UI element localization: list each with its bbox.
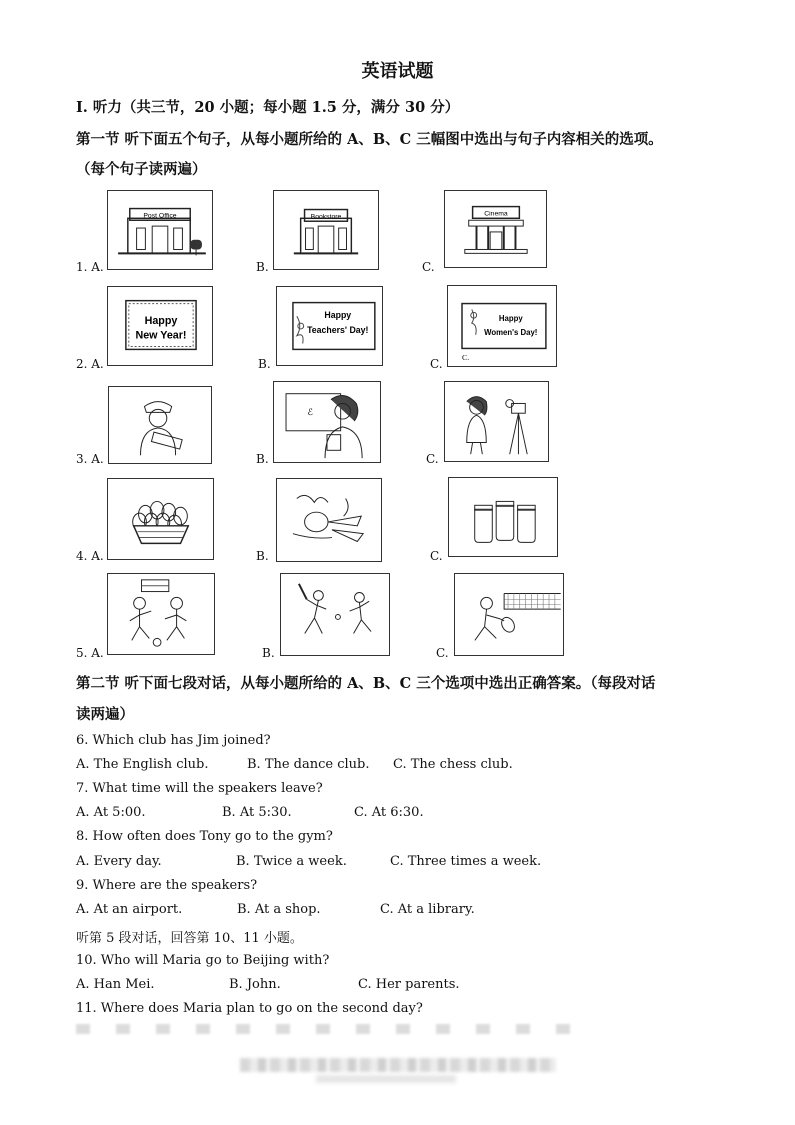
picture-football[interactable]: [107, 573, 215, 655]
picture-tennis[interactable]: [454, 573, 564, 656]
page-title: 英语试题: [361, 61, 434, 82]
picture-post-office[interactable]: [107, 190, 213, 270]
q7-question: 7. What time will the speakers leave?: [76, 781, 323, 796]
q6-option-b[interactable]: B. The dance club.: [247, 757, 370, 772]
q5-label-c: C.: [436, 646, 449, 660]
q8-question: 8. How often does Tony go to the gym?: [76, 829, 333, 844]
q10-option-b[interactable]: B. John.: [229, 977, 281, 992]
q10-question: 10. Who will Maria go to Beijing with?: [76, 953, 330, 968]
bookstore-sign: Bookstore: [310, 213, 342, 221]
q1-label-a: 1. A.: [76, 260, 104, 274]
q11-question: 11. Where does Maria plan to go on the second day?: [76, 1001, 423, 1016]
q3-label-b: B.: [256, 452, 269, 466]
card-b-line2: Teachers' Day!: [307, 324, 369, 335]
q9-option-a[interactable]: A. At an airport.: [76, 902, 183, 917]
picture-happy-womens-day[interactable]: [447, 285, 557, 367]
picture-nurse[interactable]: [108, 386, 212, 464]
q6-option-a[interactable]: A. The English club.: [76, 757, 209, 772]
q1-label-b: B.: [256, 260, 269, 274]
q10-option-c[interactable]: C. Her parents.: [358, 977, 460, 992]
q2-label-c: C.: [430, 357, 443, 371]
card-c-line1: Happy: [498, 314, 523, 324]
q6-question: 6. Which club has Jim joined?: [76, 733, 271, 748]
section1-note: （每个句子读两遍）: [76, 161, 207, 178]
card-c-inner-label: C.: [462, 353, 470, 363]
blurred-footer: [240, 1058, 556, 1072]
picture-reporter[interactable]: [444, 381, 549, 462]
picture-happy-teachers-day[interactable]: [276, 286, 383, 366]
picture-milk-jars[interactable]: [448, 477, 558, 557]
q1-label-c: C.: [422, 260, 435, 274]
q4-label-b: B.: [256, 549, 269, 563]
q8-option-a[interactable]: A. Every day.: [76, 854, 162, 869]
picture-baseball[interactable]: [280, 573, 390, 656]
section2-heading-line2: 读两遍）: [76, 706, 134, 723]
picture-happy-new-year[interactable]: [107, 286, 213, 366]
cinema-sign: Cinema: [484, 210, 508, 218]
q3-label-a: 3. A.: [76, 452, 104, 466]
q9-option-b[interactable]: B. At a shop.: [237, 902, 321, 917]
q6-option-c[interactable]: C. The chess club.: [393, 757, 513, 772]
section1-heading: 第一节 听下面五个句子，从每小题所给的 A、B、C 三幅图中选出与句子内容相关的选项。: [76, 131, 663, 148]
part1-heading: Ⅰ. 听力（共三节，20 小题；每小题 1.5 分，满分 30 分）: [76, 99, 460, 116]
q8-option-c[interactable]: C. Three times a week.: [390, 854, 542, 869]
picture-teacher[interactable]: [273, 381, 381, 463]
q5-label-a: 5. A.: [76, 646, 104, 660]
q9-question: 9. Where are the speakers?: [76, 878, 258, 893]
picture-cinema[interactable]: [444, 190, 547, 268]
q2-label-a: 2. A.: [76, 357, 104, 371]
q7-option-a[interactable]: A. At 5:00.: [76, 805, 146, 820]
card-a-line2: New Year!: [135, 329, 187, 342]
card-a-line1: Happy: [144, 315, 178, 328]
q7-option-c[interactable]: C. At 6:30.: [354, 805, 424, 820]
dialogue5-note: 听第 5 段对话，回答第 10、11 小题。: [76, 931, 303, 946]
post-office-sign: Post Office: [143, 212, 177, 220]
blurred-footer-line2: [316, 1075, 456, 1083]
picture-vegetables[interactable]: [276, 478, 382, 562]
cut-off-options: [76, 1024, 576, 1034]
q3-label-c: C.: [426, 452, 439, 466]
q2-label-b: B.: [258, 357, 271, 371]
picture-bookstore[interactable]: [273, 190, 379, 270]
q5-label-b: B.: [262, 646, 275, 660]
q7-option-b[interactable]: B. At 5:30.: [222, 805, 292, 820]
picture-eggs[interactable]: [107, 478, 214, 560]
q4-label-c: C.: [430, 549, 443, 563]
q9-option-c[interactable]: C. At a library.: [380, 902, 475, 917]
card-c-line2: Women's Day!: [484, 327, 538, 337]
q10-option-a[interactable]: A. Han Mei.: [76, 977, 155, 992]
q4-label-a: 4. A.: [76, 549, 104, 563]
section2-heading-line1: 第二节 听下面七段对话，从每小题所给的 A、B、C 三个选项中选出正确答案。（每段对话: [76, 675, 656, 692]
svg-text:ℰ: ℰ: [307, 407, 313, 418]
card-b-line1: Happy: [324, 310, 352, 321]
q8-option-b[interactable]: B. Twice a week.: [236, 854, 347, 869]
